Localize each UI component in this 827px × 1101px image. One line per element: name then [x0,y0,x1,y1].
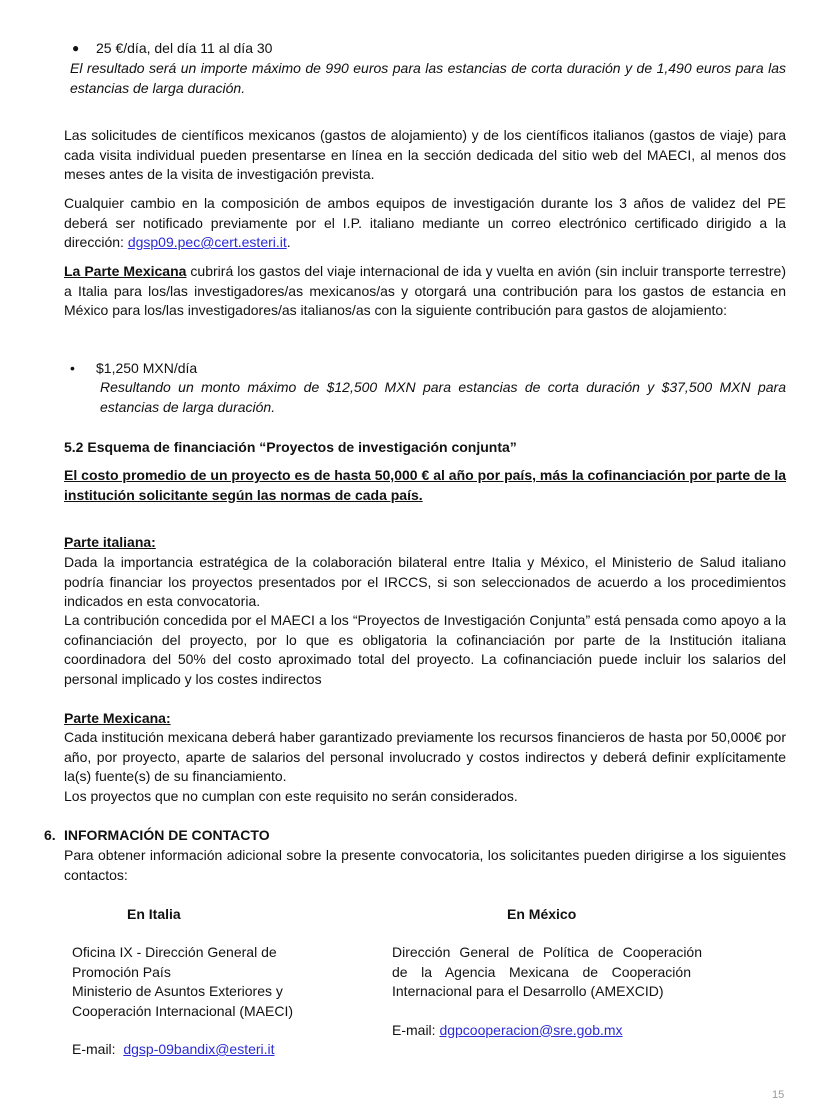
email-label: E-mail: [392,1021,436,1038]
cambio-end: . [286,234,291,250]
contact-italy-line: Cooperación Internacional (MAECI) [72,1002,293,1019]
contact-mexico-line: Internacional para el Desarrollo (AMEXCID) [392,983,664,999]
section-5-2-highlight: El costo promedio de un proyecto es de hasta 50,000 € al año por país, más la cofinanciación por parte de la institución solicitante según las normas de cada país. [64,467,786,503]
paragraph-solicitudes: Las solicitudes de científicos mexicanos (gastos de alojamiento) y de los científicos italianos (gastos de viaje) para cada visita individual pueden presentarse en línea en la sección dedicada del sitio web del MAECI, al menos dos meses antes de la visita de investigación prevista. [64,127,786,182]
contact-italy-heading: En Italia [127,906,181,922]
contact-italy [72,943,372,1060]
mexico-email-link[interactable]: dgpcooperacion@sre.gob.mx [439,1021,623,1038]
contact-italy-email-row [72,1040,372,1060]
parte-mexicana-lead: La Parte Mexicana [64,263,187,279]
bullet2-result: Resultando un monto máximo de $12,500 MXN para estancias de corta duración y $37,500 MXN para estancias de larga duración. [100,379,786,415]
cambio-text: Cualquier cambio en la composición de ambos equipos de investigación durante los 3 años de validez del PE deberá ser notificado previamente por el I.P. italiano mediante un correo electrónico certificado dirigido a la dirección: [64,195,786,250]
contact-italy-line: Ministerio de Asuntos Exteriores y [72,983,283,999]
contact-mexico-line: de la Agencia Mexicana de Cooperación [392,963,691,980]
section-6-intro: Para obtener información adicional sobre la presente convocatoria, los solicitantes pueden dirigirse a los siguientes contactos: [64,847,786,883]
bullet1-result: El resultado será un importe máximo de 990 euros para las estancias de corta duración y de 1,490 euros para las estancias de larga duración. [70,60,786,96]
paragraph-cambio [64,194,786,253]
page-number: 15 [772,1089,785,1101]
contact-mexico [392,943,702,1040]
parte-mexicana-text: cubrirá los gastos del viaje internacional de ida y vuelta en avión (sin incluir transporte terrestre) a Italia para los/las investigadores/as mexicanos/as y otorgará una contribución para los gastos de estancia en México para los/las investigadores/as italianos/as con la siguiente contribución para gastos de alojamiento: [64,263,786,318]
parte-italiana-p1: Dada la importancia estratégica de la colaboración bilateral entre Italia y México, el Ministerio de Salud italiano podría financiar los proyectos presentados por el IRCCS, si son seleccionados de acuerdo a los procedimientos indicados en esta convocatoria. [64,554,786,609]
section-5-2-heading: 5.2 Esquema de financiación “Proyectos de investigación conjunta” [64,439,517,455]
paragraph-parte-mexicana [64,262,786,321]
section-6-number: 6. [44,827,56,843]
parte-italiana-title: Parte italiana: [64,534,156,550]
bullet-marker: • [70,360,75,376]
email-label: E-mail: [72,1041,116,1057]
bullet-marker: ● [72,41,80,55]
section-6-heading: INFORMACIÓN DE CONTACTO [64,827,270,843]
parte-mexicana-title: Parte Mexicana: [64,710,171,726]
italy-email-link[interactable]: dgsp-09bandix@esteri.it [123,1041,275,1057]
parte-italiana-p2: La contribución concedida por el MAECI a los “Proyectos de Investigación Conjunta” está pensada como apoyo a la cofinanciación del proyecto, por lo que es obligatoria la cofinanciación por parte de la Institución italiana coordinadora del 50% del costo aproximado total del proyecto. La cofinanciación puede incluir los salarios del personal implicado y los costes indirectos [64,612,786,687]
contact-italy-line: Promoción País [72,963,171,980]
contact-mexico-heading: En México [507,906,577,922]
parte-mexicana-p1: Cada institución mexicana deberá haber garantizado previamente los recursos financieros de hasta por 50,000€ por año, por proyecto, aparte de salarios del personal involucrado y costos indirectos y deberá definir explícitamente la(s) fuente(s) de su financiamiento. [64,729,786,784]
bullet1-text: 25 €/día, del día 11 al día 30 [96,40,273,56]
parte-mexicana-p2: Los proyectos que no cumplan con este requisito no serán considerados. [64,788,518,804]
contact-italy-line: Oficina IX - Dirección General de [72,944,277,960]
contact-mexico-email-row [392,1021,702,1041]
pec-email-link[interactable]: dgsp09.pec@cert.esteri.it [127,234,287,250]
bullet2-text: $1,250 MXN/día [96,360,198,376]
contact-mexico-line: Dirección General de Política de Cooperación [392,944,702,960]
